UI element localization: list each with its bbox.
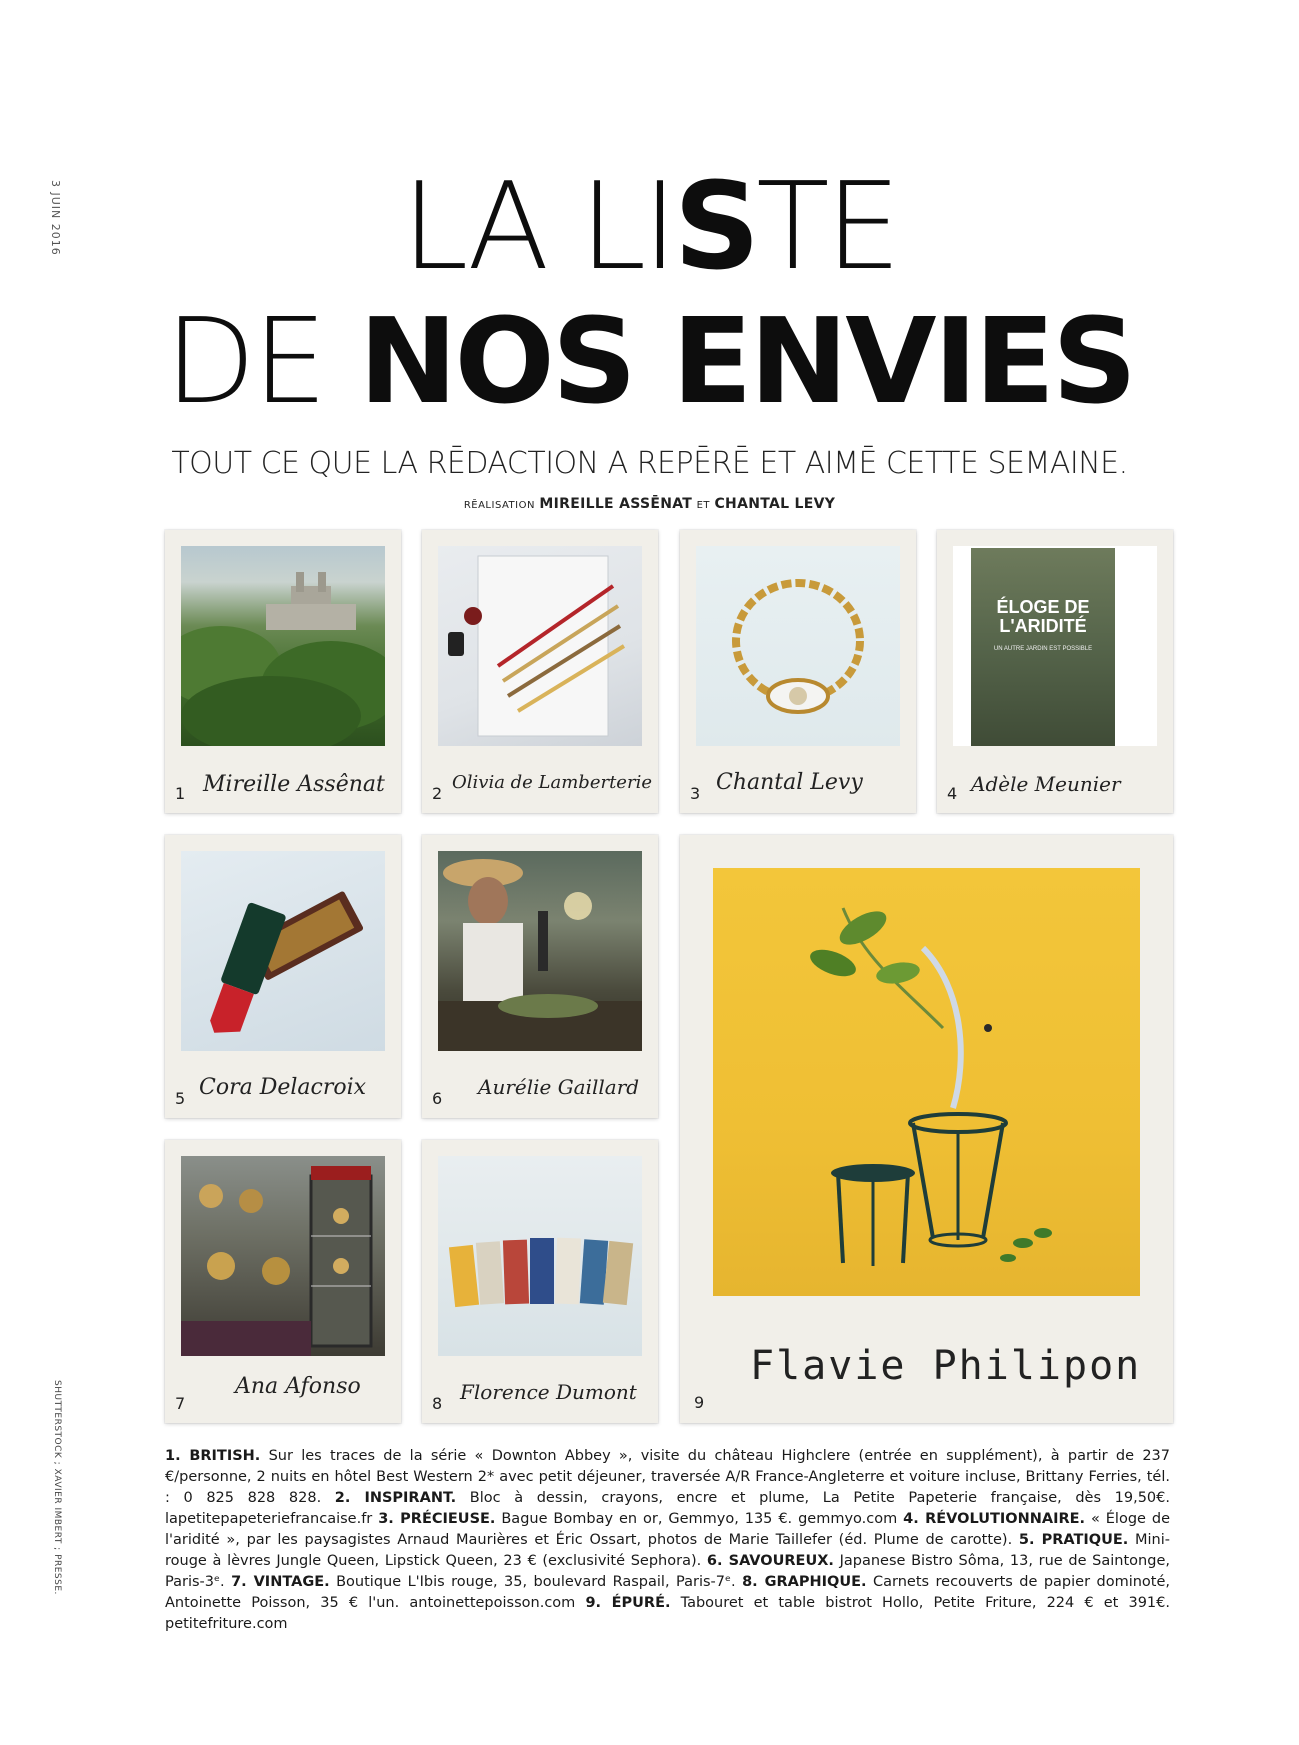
polaroid-number: 2	[432, 784, 443, 803]
product-captions	[165, 1446, 1170, 1635]
photo-castle	[181, 546, 385, 746]
signature: Mireille Assênat	[203, 772, 385, 797]
caption-label-9: 9. ÉPURÉ.	[585, 1595, 671, 1611]
caption-text-6: Japanese Bistro Sôma, 13, rue de Saintonge, Paris-3ᵉ.	[165, 1553, 1170, 1590]
caption-label-1: 1. BRITISH.	[165, 1448, 261, 1464]
polaroid-6	[422, 835, 658, 1118]
polaroid-number: 7	[175, 1394, 186, 1413]
photo-lipstick	[181, 851, 385, 1051]
byline-prefix: RĒALISATION	[463, 500, 535, 511]
polaroid-7	[165, 1140, 401, 1423]
caption-label-8: 8. GRAPHIQUE.	[742, 1574, 867, 1590]
book-subtitle: UN AUTRE JARDIN EST POSSIBLE	[993, 646, 1093, 652]
page-subtitle: TOUT CE QUE LA RĒDACTION A REPĒRĒ ET AIMĒ CETTE SEMAINE.	[171, 446, 1128, 481]
caption-text-7: Boutique L'Ibis rouge, 35, boulevard Raspail, Paris-7ᵉ.	[329, 1574, 743, 1590]
byline-name-1: MIREILLE ASSĒNAT	[539, 496, 693, 512]
signature: Chantal Levy	[716, 770, 863, 795]
caption-label-5: 5. PRATIQUE.	[1018, 1532, 1129, 1548]
caption-label-3: 3. PRÉCIEUSE.	[378, 1511, 496, 1527]
caption-text-1: Sur les traces de la série « Downton Abbey », visite du château Highclere (entrée en supplément), à partir de 237 €/personne, 2 nuits en hôtel Best Western 2* avec petit déjeuner, traversée A/R France-Angleterre et voiture incluse, Brittany Ferries, tél. : 0 825 828 828.	[165, 1448, 1170, 1506]
caption-label-7: 7. VINTAGE.	[231, 1574, 330, 1590]
photo-stool-table	[713, 868, 1140, 1296]
caption-label-4: 4. RÉVOLUTIONNAIRE.	[903, 1511, 1086, 1527]
signature: Florence Dumont	[460, 1380, 637, 1404]
polaroid-3	[680, 530, 916, 813]
signature: Cora Delacroix	[199, 1075, 367, 1100]
polaroid-number: 3	[690, 784, 701, 803]
polaroid-number: 1	[175, 784, 186, 803]
photo-boutique	[181, 1156, 385, 1356]
caption-text-9: Tabouret et table bistrot Hollo, Petite Friture, 224 € et 391€. petitefriture.com	[165, 1595, 1170, 1632]
polaroid-number: 4	[947, 784, 958, 803]
byline-join: ET	[696, 500, 711, 511]
polaroid-5	[165, 835, 401, 1118]
photo-chef	[438, 851, 642, 1051]
polaroid-number: 9	[694, 1393, 705, 1412]
caption-label-6: 6. SAVOUREUX.	[706, 1553, 834, 1569]
polaroid-8	[422, 1140, 658, 1423]
title-part: LA LI	[401, 158, 674, 297]
polaroid-number: 5	[175, 1089, 186, 1108]
byline-name-2: CHANTAL LEVY	[714, 496, 836, 512]
photo-bracelet	[696, 546, 900, 746]
polaroid-number: 6	[432, 1089, 443, 1108]
signature: Ana Afonso	[235, 1374, 361, 1399]
caption-text-2: Bloc à dessin, crayons, encre et plume, La Petite Papeterie française, dès 19,50€. lapetitepapeteriefrancaise.fr	[165, 1490, 1170, 1527]
caption-text-8: Carnets recouverts de papier dominoté, Antoinette Poisson, 35 € l'un. antoinettepoisson.com	[165, 1574, 1171, 1611]
polaroid-number: 8	[432, 1394, 443, 1413]
caption-text-3: Bague Bombay en or, Gemmyo, 135 €. gemmyo.com	[495, 1511, 904, 1527]
title-part: TE	[756, 158, 898, 297]
signature: Olivia de Lamberterie	[452, 772, 652, 793]
byline	[0, 496, 1299, 512]
photo-book	[953, 546, 1157, 746]
caption-label-2: 2. INSPIRANT.	[334, 1490, 457, 1506]
photo-notebooks	[438, 1156, 642, 1356]
photo-stationery	[438, 546, 642, 746]
polaroid-2	[422, 530, 658, 813]
photo-credit: SHUTTERSTOCK ; XAVIER IMBERT ; PRESSE.	[52, 1380, 62, 1595]
signature: Adèle Meunier	[971, 772, 1121, 796]
title-part-bold: S	[673, 158, 757, 297]
caption-text-4: « Éloge de l'aridité », par les paysagistes Arnaud Maurières et Éric Ossart, photos de Marie Taillefer (éd. Plume de carotte).	[165, 1511, 1171, 1548]
signature: Flavie Philipon	[750, 1343, 1142, 1389]
polaroid-4	[937, 530, 1173, 813]
caption-text-5: Mini-rouge à lèvres Jungle Queen, Lipstick Queen, 23 € (exclusivité Sephora).	[165, 1532, 1170, 1569]
issue-date: 3 JUIN 2016	[49, 180, 62, 256]
signature: Aurélie Gaillard	[478, 1075, 640, 1099]
page-title-line-1	[0, 158, 1299, 297]
title-part-heavy: NOS ENVIES	[358, 292, 1135, 430]
title-part-thin: DE	[164, 292, 359, 430]
book-cover	[971, 548, 1115, 746]
polaroid-1	[165, 530, 401, 813]
book-title: ÉLOGE DE L'ARIDITÉ	[996, 597, 1090, 636]
polaroid-9	[680, 835, 1173, 1423]
page-title-line-2	[0, 292, 1299, 430]
